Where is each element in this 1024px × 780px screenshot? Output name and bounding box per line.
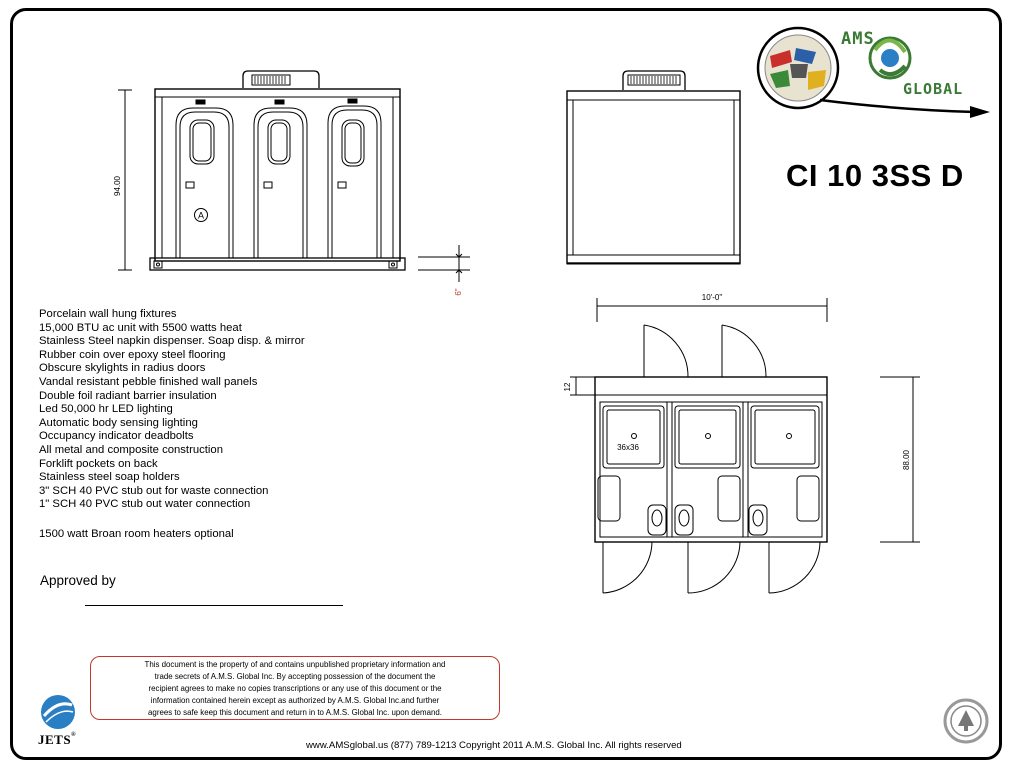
- notice-line: agrees to safe keep this document and return in to A.M.S. Global Inc. upon demand.: [148, 708, 442, 717]
- notice-line: recipient agrees to make no copies transcriptions or any use of this document or the: [148, 684, 442, 693]
- jets-trademark: ®: [71, 732, 77, 738]
- spec-item: Obscure skylights in radius doors: [39, 362, 206, 375]
- spec-item: Automatic body sensing lighting: [39, 416, 198, 429]
- front-gap-dimension: 6": [454, 288, 463, 296]
- optional-note: 1500 watt Broan room heaters optional: [39, 528, 234, 540]
- notice-line: trade secrets of A.M.S. Global Inc. By accepting possession of the document the: [154, 672, 436, 681]
- jets-logo: [41, 695, 75, 729]
- front-height-dimension: 94.00: [113, 175, 122, 197]
- plan-depth-dimension: 88.00: [902, 449, 911, 471]
- spec-item: 15,000 BTU ac unit with 5500 watts heat: [39, 321, 242, 334]
- spec-item: Stainless Steel napkin dispenser. Soap disp. & mirror: [39, 335, 305, 348]
- side-elevation: [567, 71, 740, 264]
- spec-item: Porcelain wall hung fixtures: [39, 308, 177, 320]
- proprietary-notice: [90, 656, 500, 720]
- vent-grille-icon: [255, 76, 285, 84]
- front-doors: [176, 106, 381, 258]
- spec-item: Occupancy indicator deadbolts: [39, 430, 194, 443]
- footer-text: www.AMSglobal.us (877) 789-1213 Copyright 2011 A.M.S. Global Inc. All rights reserved: [306, 740, 682, 751]
- jets-name: JETS: [38, 732, 72, 747]
- ams-logo-text: AMS: [841, 29, 875, 49]
- vent-grille-icon: [631, 76, 676, 84]
- notice-line: This document is the property of and contains unpublished proprietary information and: [144, 660, 446, 669]
- notice-line: information contained herein except as authorized by A.M.S. Global Inc.and further: [150, 696, 440, 705]
- spec-item: Led 50,000 hr LED lighting: [39, 403, 173, 416]
- spec-item: Stainless steel soap holders: [39, 471, 180, 484]
- sink-size-label: 36x36: [617, 443, 639, 452]
- spec-item: Vandal resistant pebble finished wall panels: [39, 375, 258, 388]
- member-seal-icon: [945, 700, 987, 742]
- signature-line: [85, 605, 343, 606]
- spec-list: [39, 308, 305, 512]
- model-code: CI 10 3SS D: [786, 158, 964, 193]
- spec-item: 1" SCH 40 PVC stub out water connection: [39, 498, 251, 511]
- global-logo-text: GLOBAL: [903, 80, 964, 98]
- accessibility-symbol-label: A: [197, 210, 205, 221]
- spec-item: Rubber coin over epoxy steel flooring: [39, 348, 226, 361]
- approved-by-label: Approved by: [40, 573, 116, 588]
- spec-item: 3" SCH 40 PVC stub out for waste connection: [39, 484, 269, 497]
- plan-width-dimension: 10'-0": [701, 293, 723, 302]
- plan-step-dimension: 12: [563, 382, 572, 392]
- jets-logo-text: [38, 732, 76, 748]
- spec-item: Double foil radiant barrier insulation: [39, 389, 217, 402]
- spec-item: Forklift pockets on back: [39, 457, 158, 470]
- spec-item: All metal and composite construction: [39, 443, 223, 456]
- front-elevation: [118, 71, 470, 282]
